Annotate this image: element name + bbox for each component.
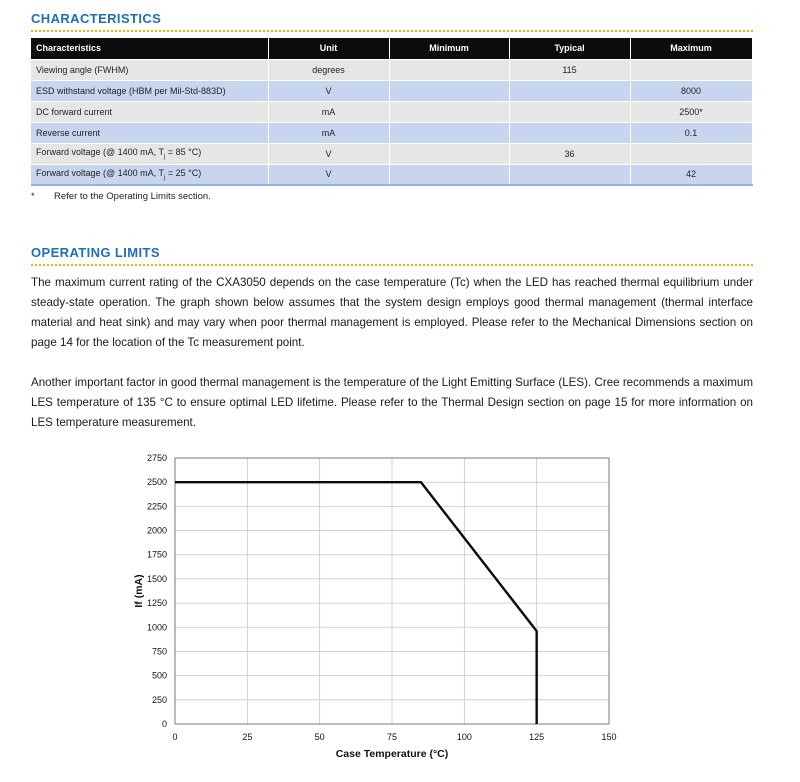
- table-row: [31, 80, 752, 101]
- column-header: Characteristics: [31, 38, 268, 59]
- x-tick-label: 75: [386, 732, 398, 742]
- unit-cell: mA: [268, 122, 389, 143]
- unit-cell: degrees: [268, 59, 389, 80]
- y-axis-label: If (mA): [133, 574, 145, 608]
- y-tick-label: 2250: [146, 501, 167, 512]
- row-label: Viewing angle (FWHM): [31, 59, 268, 80]
- typ-cell: [509, 164, 630, 185]
- column-header: Unit: [268, 38, 389, 59]
- unit-cell: V: [268, 143, 389, 164]
- row-label: Reverse current: [31, 122, 268, 143]
- x-axis-label: Case Temperature (°C): [335, 748, 449, 760]
- x-tick-label: 0: [172, 732, 178, 742]
- max-cell: 2500*: [630, 101, 752, 122]
- min-cell: [389, 59, 509, 80]
- min-cell: [389, 101, 509, 122]
- x-tick-label: 25: [242, 732, 253, 742]
- section-divider: [31, 30, 753, 32]
- min-cell: [389, 164, 509, 185]
- min-cell: [389, 80, 509, 101]
- row-label: DC forward current: [31, 101, 268, 122]
- chart-ticks: [147, 453, 617, 742]
- max-cell: 0.1: [630, 122, 752, 143]
- chart-grid: [175, 458, 609, 724]
- table-row: [31, 101, 752, 122]
- y-tick-label: 1500: [146, 573, 167, 584]
- typ-cell: [509, 101, 630, 122]
- typ-cell: [509, 122, 630, 143]
- max-cell: 8000: [630, 80, 752, 101]
- min-cell: [389, 143, 509, 164]
- unit-cell: V: [268, 80, 389, 101]
- x-tick-label: 125: [529, 732, 545, 742]
- characteristics-table: [31, 38, 753, 186]
- typ-cell: 115: [509, 59, 630, 80]
- column-header: Maximum: [630, 38, 752, 59]
- x-tick-label: 150: [601, 732, 617, 742]
- y-tick-label: 2000: [146, 525, 167, 536]
- row-label: ESD withstand voltage (HBM per Mil-Std-883D): [31, 80, 268, 101]
- table-header-row: [31, 38, 752, 59]
- table-row: [31, 122, 752, 143]
- y-tick-label: 1750: [146, 549, 167, 560]
- min-cell: [389, 122, 509, 143]
- y-tick-label: 1000: [146, 622, 167, 633]
- footnote-mark: *: [31, 191, 35, 202]
- row-label: Forward voltage (@ 1400 mA, $T_j = 25$ °C): [31, 164, 268, 185]
- table-row: [31, 59, 752, 80]
- column-header: Minimum: [389, 38, 509, 59]
- current-derating-chart: [120, 447, 640, 767]
- x-tick-label: 100: [456, 732, 472, 742]
- typ-cell: [509, 80, 630, 101]
- section-divider: [31, 264, 753, 266]
- y-tick-label: 2500: [146, 477, 167, 488]
- paragraph: Another important factor in good thermal management is the temperature of the Light Emitting Surface (LES). Cree recommends a maximum LES temperature of 135 °C to ensure optimal LED lifetime. Please refer to the Thermal Design section on page 15 for more information on LES temperature measurement.: [31, 376, 753, 429]
- y-tick-label: 1250: [146, 598, 167, 609]
- table-row: [31, 143, 752, 164]
- characteristics-title: CHARACTERISTICS: [31, 11, 162, 26]
- typ-cell: 36: [509, 143, 630, 164]
- column-header: Typical: [509, 38, 630, 59]
- footnote: [31, 191, 211, 202]
- y-tick-label: 250: [151, 694, 167, 705]
- max-cell: 42: [630, 164, 752, 185]
- table-row: [31, 164, 752, 185]
- y-tick-label: 500: [151, 670, 167, 681]
- unit-cell: V: [268, 164, 389, 185]
- paragraph: The maximum current rating of the CXA3050 depends on the case temperature (Tc) when the LED has reached thermal equilibrium under steady-state operation. The graph shown below assumes that the system design employs good thermal management (thermal interface material and heat sink) and may vary when poor thermal management is employed. Please refer to the Mechanical Dimensions section on page 14 for the location of the Tc measurement point.: [31, 276, 753, 349]
- max-cell: [630, 59, 752, 80]
- max-cell: [630, 143, 752, 164]
- unit-cell: mA: [268, 101, 389, 122]
- y-tick-label: 2750: [146, 453, 167, 463]
- y-tick-label: 0: [161, 719, 167, 729]
- operating-limits-title: OPERATING LIMITS: [31, 245, 160, 260]
- row-label: Forward voltage (@ 1400 mA, $T_j = 85$ °C): [31, 143, 268, 164]
- y-tick-label: 750: [151, 646, 167, 657]
- x-tick-label: 50: [314, 732, 325, 742]
- footnote-text: Refer to the Operating Limits section.: [54, 191, 211, 202]
